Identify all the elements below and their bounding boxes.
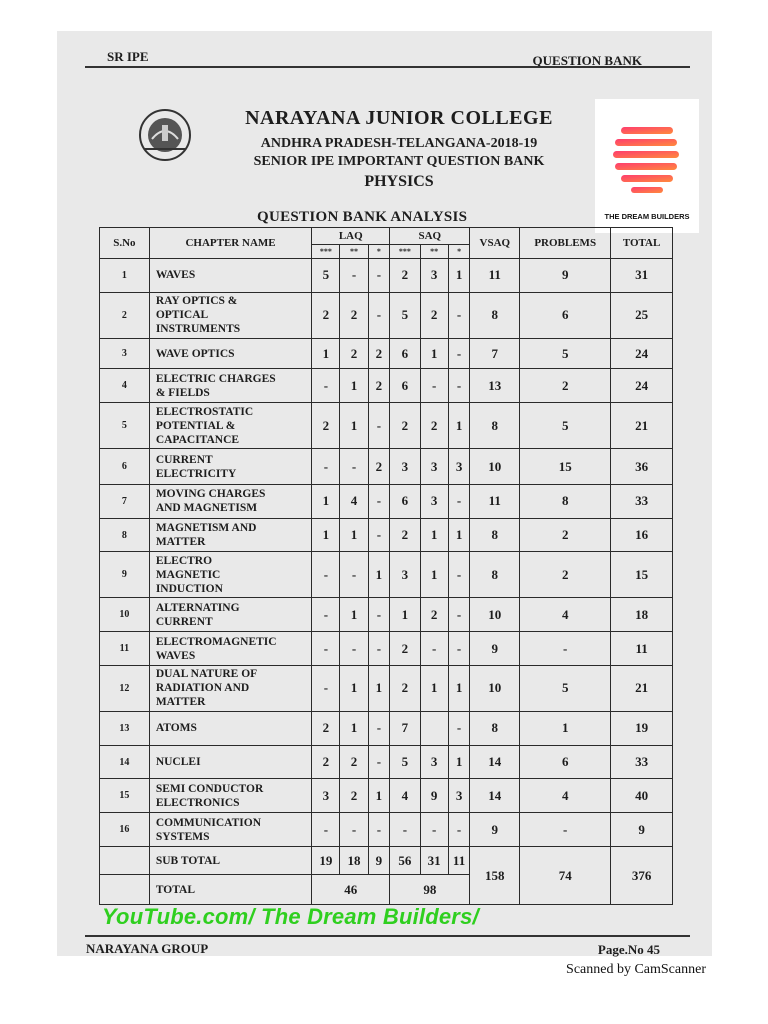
chapter-line: MAGNETIC [155, 568, 221, 581]
saq-3star-cell: 6 [390, 369, 420, 403]
chapter-line: ELECTRIC CHARGES [155, 372, 276, 385]
brand-label: THE DREAM BUILDERS [604, 212, 690, 221]
chapter-line: MATTER [155, 536, 206, 549]
total-cell: 24 [611, 338, 673, 369]
subtotal-laq-2: 18 [340, 847, 368, 875]
saq-2star-cell: 1 [420, 338, 448, 369]
chapter-line: DUAL NATURE OF [155, 668, 258, 681]
total-cell: 24 [611, 369, 673, 403]
total-cell: 33 [611, 484, 673, 518]
chapter-line: ELECTRO [155, 554, 213, 567]
sno-cell: 2 [100, 292, 150, 338]
chapter-cell [149, 292, 311, 338]
chapter-line: WAVES [155, 269, 196, 282]
saq-2star-cell: 2 [420, 403, 448, 449]
chapter-line: INDUCTION [155, 582, 223, 595]
sno-cell: 4 [100, 369, 150, 403]
chapter-line: RAY OPTICS & [155, 295, 238, 308]
laq-3star-cell: 1 [312, 484, 340, 518]
laq-3star-cell: 3 [312, 779, 340, 813]
laq-1star-cell: 1 [368, 552, 390, 598]
chapter-line: ATOMS [155, 722, 197, 735]
table-row [100, 665, 673, 711]
chapter-cell [149, 259, 311, 293]
question-bank-table [99, 227, 673, 905]
vsaq-cell: 8 [470, 711, 520, 745]
laq-2star-cell: 1 [340, 665, 368, 711]
header-saq-2star: ** [420, 245, 448, 259]
chapter-cell [149, 665, 311, 711]
chapter-line: CAPACITANCE [155, 433, 240, 446]
chapter-line: WAVES [155, 649, 196, 662]
sno-cell: 15 [100, 779, 150, 813]
problems-cell: 6 [520, 745, 611, 779]
chapter-cell [149, 813, 311, 847]
table-row [100, 779, 673, 813]
laq-1star-cell: - [368, 484, 390, 518]
header-divider [85, 66, 690, 68]
total-cell: 36 [611, 449, 673, 485]
problems-cell: 2 [520, 552, 611, 598]
chapter-cell [149, 552, 311, 598]
saq-2star-cell: - [420, 369, 448, 403]
laq-2star-cell: - [340, 813, 368, 847]
header-vsaq: VSAQ [470, 228, 520, 259]
laq-1star-cell: - [368, 711, 390, 745]
footer-divider [85, 935, 690, 937]
laq-2star-cell: 1 [340, 369, 368, 403]
college-name: NARAYANA JUNIOR COLLEGE [245, 107, 553, 129]
vsaq-cell: 14 [470, 745, 520, 779]
saq-3star-cell: 5 [390, 745, 420, 779]
laq-2star-cell: 4 [340, 484, 368, 518]
chapter-line: ELECTRONICS [155, 796, 240, 809]
header-laq-2star: ** [340, 245, 368, 259]
sno-cell: 12 [100, 665, 150, 711]
chapter-cell [149, 779, 311, 813]
laq-2star-cell: - [340, 632, 368, 666]
laq-3star-cell: - [312, 632, 340, 666]
header-saq-3star: *** [390, 245, 420, 259]
saq-3star-cell: 2 [390, 259, 420, 293]
laq-2star-cell: 1 [340, 403, 368, 449]
saq-1star-cell: - [448, 552, 470, 598]
problems-cell: 4 [520, 598, 611, 632]
laq-1star-cell: - [368, 598, 390, 632]
saq-3star-cell: 7 [390, 711, 420, 745]
laq-2star-cell: 2 [340, 292, 368, 338]
sno-cell: 10 [100, 598, 150, 632]
vsaq-cell: 10 [470, 449, 520, 485]
chapter-line: INSTRUMENTS [155, 323, 241, 336]
dream-builders-logo [595, 99, 699, 233]
table-row [100, 369, 673, 403]
saq-1star-cell: 1 [448, 745, 470, 779]
laq-2star-cell: 1 [340, 598, 368, 632]
total-cell: 11 [611, 632, 673, 666]
laq-1star-cell: 1 [368, 779, 390, 813]
saq-1star-cell: 1 [448, 518, 470, 552]
total-cell: 9 [611, 813, 673, 847]
question-bank-line: SENIOR IPE IMPORTANT QUESTION BANK [253, 154, 545, 169]
saq-3star-cell: 3 [390, 552, 420, 598]
saq-3star-cell: 1 [390, 598, 420, 632]
chapter-line: CURRENT [155, 453, 213, 466]
saq-1star-cell: - [448, 369, 470, 403]
chapter-cell [149, 449, 311, 485]
vsaq-cell: 8 [470, 518, 520, 552]
saq-1star-cell: - [448, 711, 470, 745]
table-row [100, 813, 673, 847]
saq-1star-cell: - [448, 813, 470, 847]
chapter-cell [149, 484, 311, 518]
problems-cell: 4 [520, 779, 611, 813]
chapter-line: ELECTROMAGNETIC [155, 635, 277, 648]
vsaq-cell: 8 [470, 552, 520, 598]
chapter-cell [149, 518, 311, 552]
sno-cell: 16 [100, 813, 150, 847]
chapter-line: SYSTEMS [155, 830, 210, 843]
vsaq-cell: 7 [470, 338, 520, 369]
vsaq-cell: 13 [470, 369, 520, 403]
chapter-line: SEMI CONDUCTOR [155, 782, 264, 795]
total-sno [100, 875, 150, 905]
vsaq-cell: 10 [470, 598, 520, 632]
header-laq-1star: * [368, 245, 390, 259]
total-cell: 19 [611, 711, 673, 745]
sno-cell: 14 [100, 745, 150, 779]
table-row [100, 552, 673, 598]
table-row [100, 711, 673, 745]
chapter-line: WAVE OPTICS [155, 347, 235, 360]
header-left: SR IPE [107, 49, 149, 64]
total-cell: 18 [611, 598, 673, 632]
chapter-line: CURRENT [155, 615, 213, 628]
table-row [100, 598, 673, 632]
saq-1star-cell: 1 [448, 403, 470, 449]
table-row [100, 292, 673, 338]
saq-1star-cell: 1 [448, 665, 470, 711]
saq-1star-cell: - [448, 484, 470, 518]
chapter-cell [149, 711, 311, 745]
sno-cell: 11 [100, 632, 150, 666]
header-sno: S.No [100, 228, 150, 259]
chapter-cell [149, 369, 311, 403]
vsaq-cell: 9 [470, 632, 520, 666]
saq-2star-cell: 1 [420, 665, 448, 711]
subtotal-laq-3: 19 [312, 847, 340, 875]
laq-1star-cell: - [368, 518, 390, 552]
laq-3star-cell: - [312, 598, 340, 632]
saq-1star-cell: - [448, 338, 470, 369]
saq-3star-cell: 2 [390, 403, 420, 449]
table-row [100, 449, 673, 485]
table-row [100, 632, 673, 666]
vsaq-cell: 11 [470, 259, 520, 293]
problems-cell: 1 [520, 711, 611, 745]
chapter-line: AND MAGNETISM [155, 502, 258, 515]
saq-1star-cell: 3 [448, 449, 470, 485]
problems-cell: 5 [520, 665, 611, 711]
saq-2star-cell: 3 [420, 484, 448, 518]
header-saq-1star: * [448, 245, 470, 259]
laq-1star-cell: - [368, 813, 390, 847]
problems-cell: - [520, 813, 611, 847]
chapter-line: NUCLEI [155, 756, 201, 769]
subtotal-sno [100, 847, 150, 875]
chapter-line: POTENTIAL & [155, 419, 236, 432]
saq-3star-cell: 2 [390, 518, 420, 552]
sno-cell: 3 [100, 338, 150, 369]
youtube-watermark: YouTube.com/ The Dream Builders/ [102, 904, 479, 929]
saq-2star-cell: 3 [420, 449, 448, 485]
scanned-page [57, 31, 712, 956]
laq-1star-cell: - [368, 292, 390, 338]
sno-cell: 6 [100, 449, 150, 485]
problems-cell: 8 [520, 484, 611, 518]
vsaq-cell: 11 [470, 484, 520, 518]
camscanner-label: Scanned by CamScanner [566, 962, 706, 977]
chapter-line: MATTER [155, 696, 206, 709]
sno-cell: 5 [100, 403, 150, 449]
total-cell: 15 [611, 552, 673, 598]
sno-cell: 9 [100, 552, 150, 598]
laq-3star-cell: 2 [312, 403, 340, 449]
footer-page-number: Page.No 45 [597, 942, 660, 957]
problems-cell: 5 [520, 338, 611, 369]
laq-1star-cell: - [368, 259, 390, 293]
laq-1star-cell: 1 [368, 665, 390, 711]
analysis-title: QUESTION BANK ANALYSIS [257, 209, 468, 225]
subtotal-row [100, 847, 673, 875]
chapter-cell [149, 632, 311, 666]
laq-2star-cell: - [340, 259, 368, 293]
saq-1star-cell: 1 [448, 259, 470, 293]
chapter-cell [149, 403, 311, 449]
header-saq: SAQ [390, 228, 470, 245]
chapter-line: ELECTROSTATIC [155, 405, 254, 418]
vsaq-cell: 8 [470, 292, 520, 338]
subject-title: PHYSICS [364, 173, 434, 190]
laq-2star-cell: - [340, 552, 368, 598]
problems-cell: 2 [520, 369, 611, 403]
saq-3star-cell: 5 [390, 292, 420, 338]
problems-cell: - [520, 632, 611, 666]
subtotal-saq-3: 56 [390, 847, 420, 875]
saq-3star-cell: 6 [390, 484, 420, 518]
laq-2star-cell: - [340, 449, 368, 485]
total-saq: 98 [390, 875, 470, 905]
table-row [100, 338, 673, 369]
saq-2star-cell: 2 [420, 292, 448, 338]
total-cell: 25 [611, 292, 673, 338]
header-chapter: CHAPTER NAME [149, 228, 311, 259]
subtotal-saq-2: 31 [420, 847, 448, 875]
sno-cell: 13 [100, 711, 150, 745]
chapter-cell [149, 598, 311, 632]
saq-1star-cell: - [448, 632, 470, 666]
saq-3star-cell: 4 [390, 779, 420, 813]
subtotal-laq-1: 9 [368, 847, 390, 875]
laq-1star-cell: - [368, 403, 390, 449]
laq-2star-cell: 2 [340, 745, 368, 779]
sno-cell: 1 [100, 259, 150, 293]
footer-left: NARAYANA GROUP [86, 941, 209, 956]
table-row [100, 518, 673, 552]
college-seal-logo [136, 105, 194, 163]
problems-cell: 6 [520, 292, 611, 338]
chapter-cell [149, 745, 311, 779]
saq-2star-cell: 2 [420, 598, 448, 632]
laq-3star-cell: - [312, 449, 340, 485]
laq-3star-cell: 2 [312, 292, 340, 338]
total-cell: 33 [611, 745, 673, 779]
saq-1star-cell: - [448, 598, 470, 632]
saq-3star-cell: 3 [390, 449, 420, 485]
total-grand: 376 [611, 847, 673, 905]
saq-3star-cell: 6 [390, 338, 420, 369]
total-cell: 21 [611, 403, 673, 449]
total-cell: 31 [611, 259, 673, 293]
saq-2star-cell: 1 [420, 552, 448, 598]
saq-1star-cell: - [448, 292, 470, 338]
table-row [100, 403, 673, 449]
sno-cell: 8 [100, 518, 150, 552]
total-vsaq: 158 [470, 847, 520, 905]
header-laq: LAQ [312, 228, 390, 245]
saq-2star-cell: 3 [420, 259, 448, 293]
saq-2star-cell: 9 [420, 779, 448, 813]
header-right: QUESTION BANK [532, 53, 642, 68]
chapter-line: MAGNETISM AND [155, 522, 257, 535]
laq-3star-cell: - [312, 369, 340, 403]
saq-2star-cell [420, 711, 448, 745]
saq-2star-cell: - [420, 632, 448, 666]
chapter-line: ALTERNATING [155, 601, 240, 614]
chapter-line: COMMUNICATION [155, 816, 262, 829]
laq-1star-cell: 2 [368, 449, 390, 485]
table-row [100, 259, 673, 293]
problems-cell: 15 [520, 449, 611, 485]
laq-3star-cell: - [312, 552, 340, 598]
saq-3star-cell: 2 [390, 665, 420, 711]
saq-3star-cell: 2 [390, 632, 420, 666]
chapter-line: OPTICAL [155, 309, 209, 322]
problems-cell: 2 [520, 518, 611, 552]
laq-3star-cell: 1 [312, 518, 340, 552]
laq-3star-cell: - [312, 813, 340, 847]
total-laq: 46 [312, 875, 390, 905]
laq-2star-cell: 1 [340, 711, 368, 745]
vsaq-cell: 9 [470, 813, 520, 847]
subtotal-label: SUB TOTAL [149, 847, 311, 875]
vsaq-cell: 10 [470, 665, 520, 711]
laq-1star-cell: - [368, 745, 390, 779]
laq-2star-cell: 2 [340, 779, 368, 813]
subtotal-saq-1: 11 [448, 847, 470, 875]
chapter-line: ELECTRICITY [155, 467, 237, 480]
saq-1star-cell: 3 [448, 779, 470, 813]
chapter-line: RADIATION AND [155, 682, 250, 695]
vsaq-cell: 14 [470, 779, 520, 813]
saq-2star-cell: - [420, 813, 448, 847]
laq-2star-cell: 1 [340, 518, 368, 552]
saq-3star-cell: - [390, 813, 420, 847]
chapter-line: & FIELDS [155, 386, 210, 399]
total-label: TOTAL [149, 875, 311, 905]
header-total: TOTAL [611, 228, 673, 259]
total-problems: 74 [520, 847, 611, 905]
chapter-line: MOVING CHARGES [155, 488, 266, 501]
saq-2star-cell: 1 [420, 518, 448, 552]
problems-cell: 5 [520, 403, 611, 449]
laq-1star-cell: - [368, 632, 390, 666]
saq-2star-cell: 3 [420, 745, 448, 779]
laq-3star-cell: 1 [312, 338, 340, 369]
vsaq-cell: 8 [470, 403, 520, 449]
sno-cell: 7 [100, 484, 150, 518]
header-problems: PROBLEMS [520, 228, 611, 259]
header-laq-3star: *** [312, 245, 340, 259]
laq-3star-cell: 5 [312, 259, 340, 293]
table-body [100, 259, 673, 847]
title-block [199, 107, 599, 191]
table-row [100, 484, 673, 518]
laq-1star-cell: 2 [368, 338, 390, 369]
table-row [100, 745, 673, 779]
laq-1star-cell: 2 [368, 369, 390, 403]
state-line: ANDHRA PRADESH-TELANGANA-2018-19 [260, 136, 538, 151]
laq-3star-cell: 2 [312, 711, 340, 745]
total-cell: 16 [611, 518, 673, 552]
problems-cell: 9 [520, 259, 611, 293]
laq-3star-cell: - [312, 665, 340, 711]
total-cell: 40 [611, 779, 673, 813]
laq-3star-cell: 2 [312, 745, 340, 779]
laq-2star-cell: 2 [340, 338, 368, 369]
chapter-cell [149, 338, 311, 369]
total-cell: 21 [611, 665, 673, 711]
